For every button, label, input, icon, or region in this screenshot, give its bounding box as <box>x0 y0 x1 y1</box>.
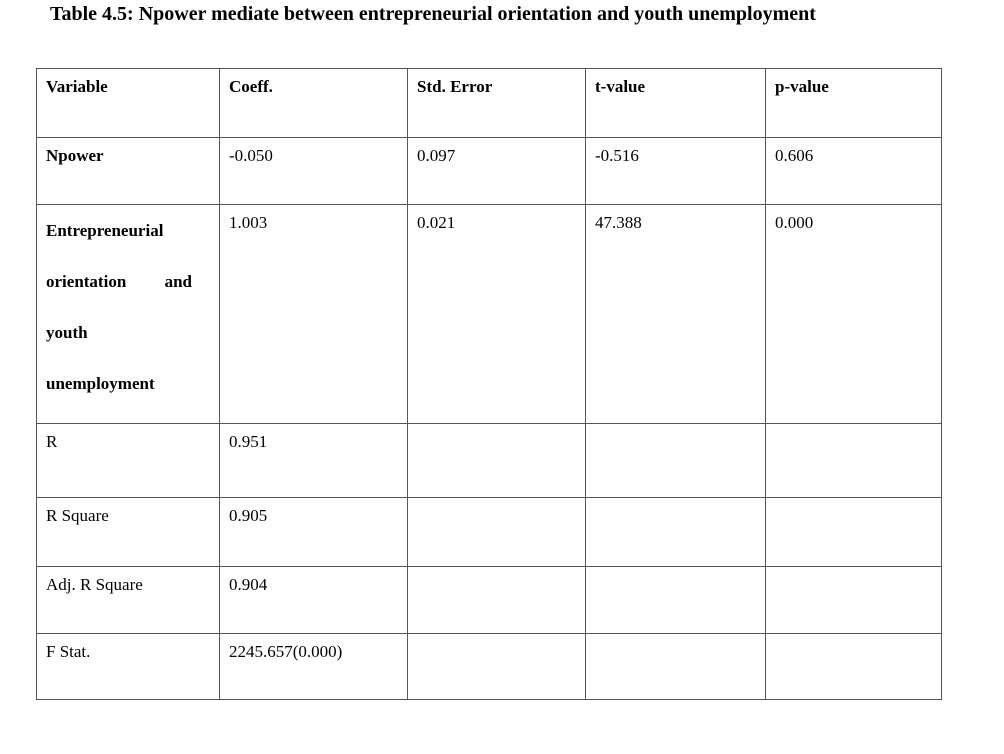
column-header-std-error: Std. Error <box>408 69 586 138</box>
cell-coeff: 0.905 <box>220 498 408 567</box>
cell-std-error <box>408 567 586 634</box>
cell-p-value <box>766 424 942 498</box>
table-row-entrepreneurial-orientation <box>37 205 942 424</box>
cell-t-value <box>586 498 766 567</box>
regression-results-table <box>36 68 942 700</box>
cell-std-error <box>408 634 586 700</box>
cell-std-error: 0.021 <box>408 205 586 424</box>
table-row-r <box>37 424 942 498</box>
cell-std-error <box>408 424 586 498</box>
cell-t-value <box>586 567 766 634</box>
cell-coeff: 1.003 <box>220 205 408 424</box>
table-row-adj-r-square <box>37 567 942 634</box>
cell-variable: R <box>37 424 220 498</box>
cell-coeff: 0.904 <box>220 567 408 634</box>
cell-coeff: 0.951 <box>220 424 408 498</box>
cell-p-value: 0.000 <box>766 205 942 424</box>
cell-t-value <box>586 634 766 700</box>
cell-t-value <box>586 424 766 498</box>
cell-t-value: -0.516 <box>586 138 766 205</box>
table-row-f-stat <box>37 634 942 700</box>
cell-t-value: 47.388 <box>586 205 766 424</box>
table-caption: Table 4.5: Npower mediate between entrepreneurial orientation and youth unemployment <box>50 3 816 25</box>
cell-std-error <box>408 498 586 567</box>
cell-coeff: 2245.657(0.000) <box>220 634 408 700</box>
table-row-r-square <box>37 498 942 567</box>
column-header-variable: Variable <box>37 69 220 138</box>
cell-std-error: 0.097 <box>408 138 586 205</box>
cell-variable: Npower <box>37 138 220 205</box>
cell-p-value <box>766 634 942 700</box>
cell-variable: Adj. R Square <box>37 567 220 634</box>
cell-p-value: 0.606 <box>766 138 942 205</box>
cell-variable: F Stat. <box>37 634 220 700</box>
cell-variable <box>37 205 220 424</box>
variable-multiline-text: Entrepreneurial orientation and youth unemployment <box>46 221 192 393</box>
header-row <box>37 69 942 138</box>
cell-p-value <box>766 567 942 634</box>
column-header-p-value: p-value <box>766 69 942 138</box>
table-row-npower <box>37 138 942 205</box>
column-header-t-value: t-value <box>586 69 766 138</box>
cell-p-value <box>766 498 942 567</box>
cell-coeff: -0.050 <box>220 138 408 205</box>
cell-variable: R Square <box>37 498 220 567</box>
column-header-coeff: Coeff. <box>220 69 408 138</box>
